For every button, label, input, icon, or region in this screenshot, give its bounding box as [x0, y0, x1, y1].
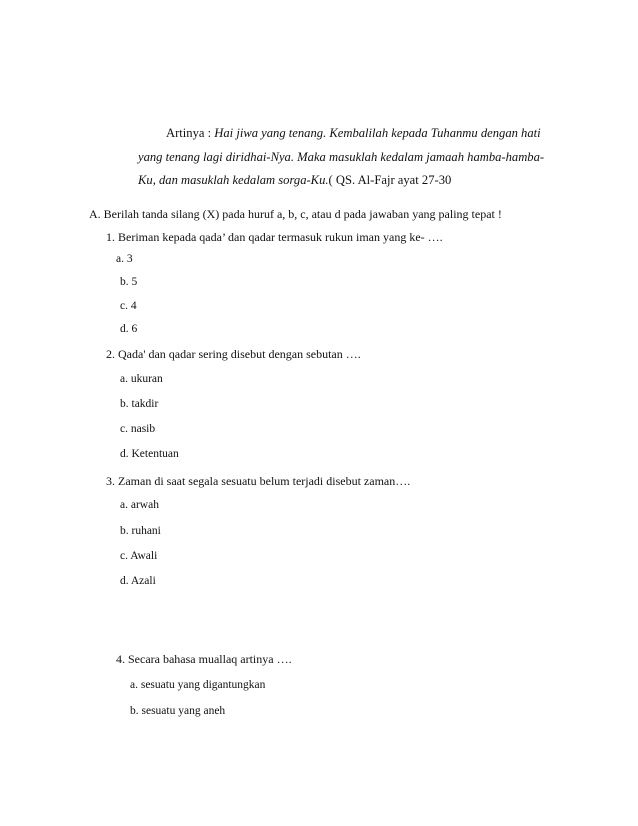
- question-2: 2. Qada' dan qadar sering disebut dengan sebutan ….: [106, 347, 361, 361]
- question-1: 1. Beriman kepada qada’ dan qadar termasuk rukun iman yang ke- ….: [106, 230, 443, 244]
- question-3-option-b: b. ruhani: [120, 525, 161, 537]
- question-3-option-d: d. Azali: [120, 575, 156, 587]
- translation-text-3: Ku, dan masuklah kedalam sorga-Ku.: [138, 173, 329, 187]
- translation-lead: Artinya :: [166, 126, 215, 140]
- translation-source: ( QS. Al-Fajr ayat 27-30: [328, 173, 452, 187]
- question-4: 4. Secara bahasa muallaq artinya ….: [116, 652, 292, 666]
- translation-line-3: [138, 174, 451, 187]
- question-3-option-a: a. arwah: [120, 499, 159, 511]
- question-2-option-b: b. takdir: [120, 398, 159, 410]
- translation-text-2: yang tenang lagi diridhai-Nya. Maka masuklah kedalam jamaah hamba-hamba-: [138, 150, 545, 164]
- question-2-option-c: c. nasib: [120, 423, 156, 435]
- question-4-option-b: b. sesuatu yang aneh: [130, 705, 226, 717]
- question-1-option-d: d. 6: [120, 323, 138, 335]
- translation-text-1: Hai jiwa yang tenang. Kembalilah kepada Tuhanmu dengan hati: [214, 126, 541, 140]
- section-instruction: A. Berilah tanda silang (X) pada huruf a, b, c, atau d pada jawaban yang paling tepat !: [89, 207, 502, 221]
- question-2-option-a: a. ukuran: [120, 373, 163, 385]
- translation-line-2: [138, 151, 544, 164]
- question-1-option-b: b. 5: [120, 276, 138, 288]
- translation-line-1: [166, 127, 541, 140]
- question-1-option-a: a. 3: [116, 253, 133, 265]
- question-3-option-c: c. Awali: [120, 550, 158, 562]
- question-2-option-d: d. Ketentuan: [120, 448, 179, 460]
- question-3: 3. Zaman di saat segala sesuatu belum terjadi disebut zaman….: [106, 474, 411, 488]
- question-4-option-a: a. sesuatu yang digantungkan: [130, 679, 266, 691]
- question-1-option-c: c. 4: [120, 300, 137, 312]
